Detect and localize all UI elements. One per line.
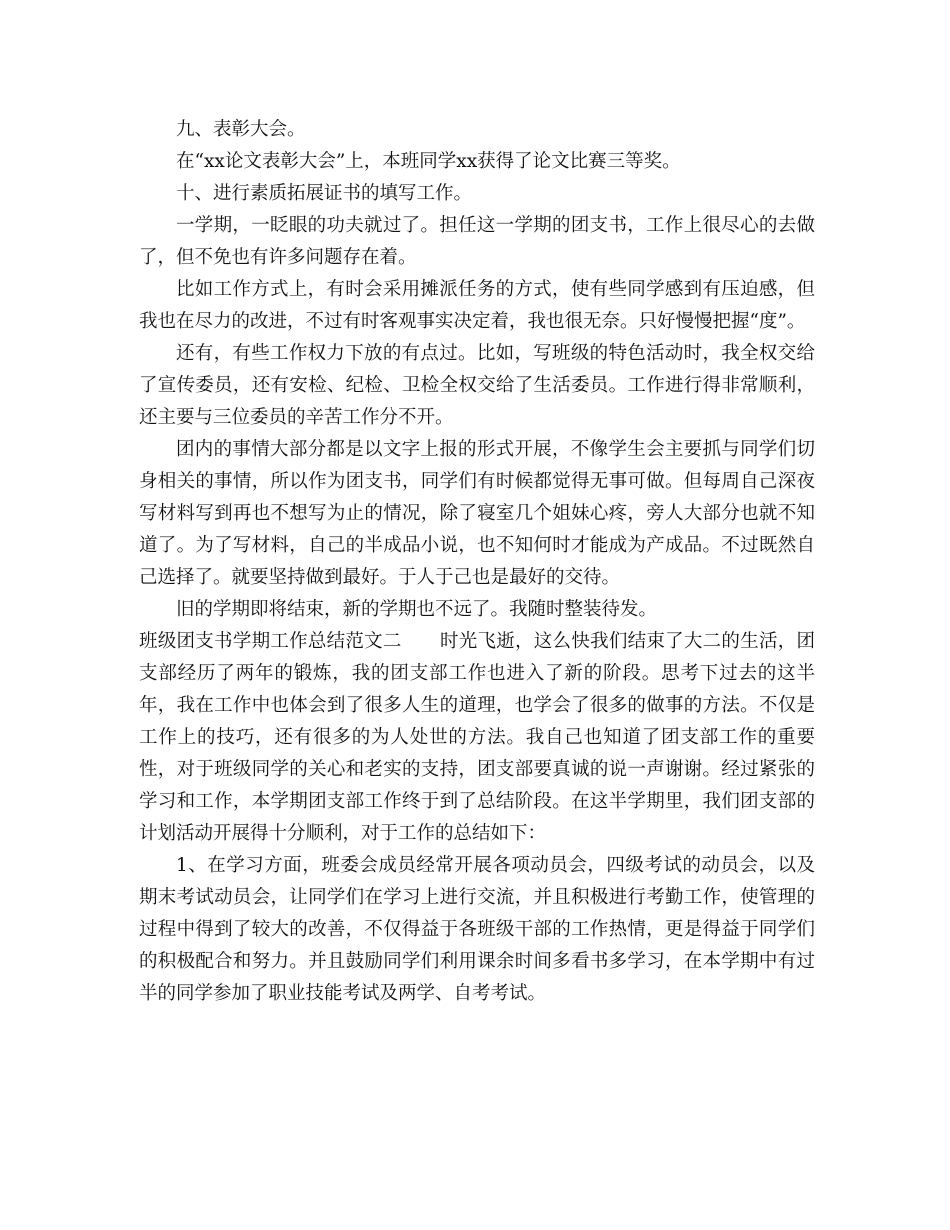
paragraph-study: 1、在学习方面，班委会成员经常开展各项动员会，四级考试的动员会，以及期末考试动员会，让同学们在学习上进行交流，并且积极进行考勤工作，使管理的过程中得到了较大的改善，不仅得益于各班级干部的工作热情，更是得益于同学们的积极配合和努力。并且鼓励同学们利用课余时间多看书多学习，在本学期中有过半的同学参加了职业技能考试及两学、自考考试。 — [139, 855, 815, 1004]
paragraph-delegation: 还有，有些工作权力下放的有点过。比如，写班级的特色活动时，我全权交给了宣传委员，还有安检、纪检、卫检全权交给了生活委员。工作进行得非常顺利，还主要与三位委员的辛苦工作分不开。 — [139, 343, 815, 428]
paragraph-semester: 一学期，一眨眼的功夫就过了。担任这一学期的团支书，工作上很尽心的去做了，但不免也有许多问题存在着。 — [139, 215, 815, 268]
section-two — [139, 626, 815, 850]
heading-ten: 十、进行素质拓展证书的填写工作。 — [176, 183, 473, 204]
paragraph-league-affairs: 团内的事情大部分都是以文字上报的形式开展，不像学生会主要抓与同学们切身相关的事情，所以作为团支书，同学们有时候都觉得无事可做。但每周自己深夜写材料写到再也不想写为止的情况，除了寝室几个姐妹心疼，旁人大部分也就不知道了。为了写材料，自己的半成品小说，也不知何时才能成为产成品。不过既然自己选择了。就要坚持做到最好。于人于己也是最好的交待。 — [139, 439, 815, 588]
heading-nine: 九、表彰大会。 — [176, 119, 306, 140]
paragraph-closing: 旧的学期即将结束，新的学期也不远了。我随时整装待发。 — [176, 599, 658, 620]
paragraph-award: 在“xx论文表彰大会”上，本班同学xx获得了论文比赛三等奖。 — [176, 151, 681, 172]
paragraph-work-method: 比如工作方式上，有时会采用摊派任务的方式，使有些同学感到有压迫感，但我也在尽力的改进，不过有时客观事实决定着，我也很无奈。只好慢慢把握“度”。 — [139, 279, 815, 332]
section-intro: 时光飞逝，这么快我们结束了大二的生活，团支部经历了两年的锻炼，我的团支部工作也进入了新的阶段。思考下过去的这半年，我在工作中也体会到了很多人生的道理，也学会了很多的做事的方法。不仅是工作上的技巧，还有很多的为人处世的方法。我自己也知道了团支部工作的重要性，对于班级同学的关心和老实的支持，团支部要真诚的说一声谢谢。经过紧张的学习和工作，本学期团支部工作终于到了总结阶段。在这半学期里，我们团支部的计划活动开展得十分顺利，对于工作的总结如下： — [139, 631, 815, 844]
section-title: 班级团支书学期工作总结范文二 — [139, 631, 402, 652]
document-body — [139, 114, 815, 1010]
